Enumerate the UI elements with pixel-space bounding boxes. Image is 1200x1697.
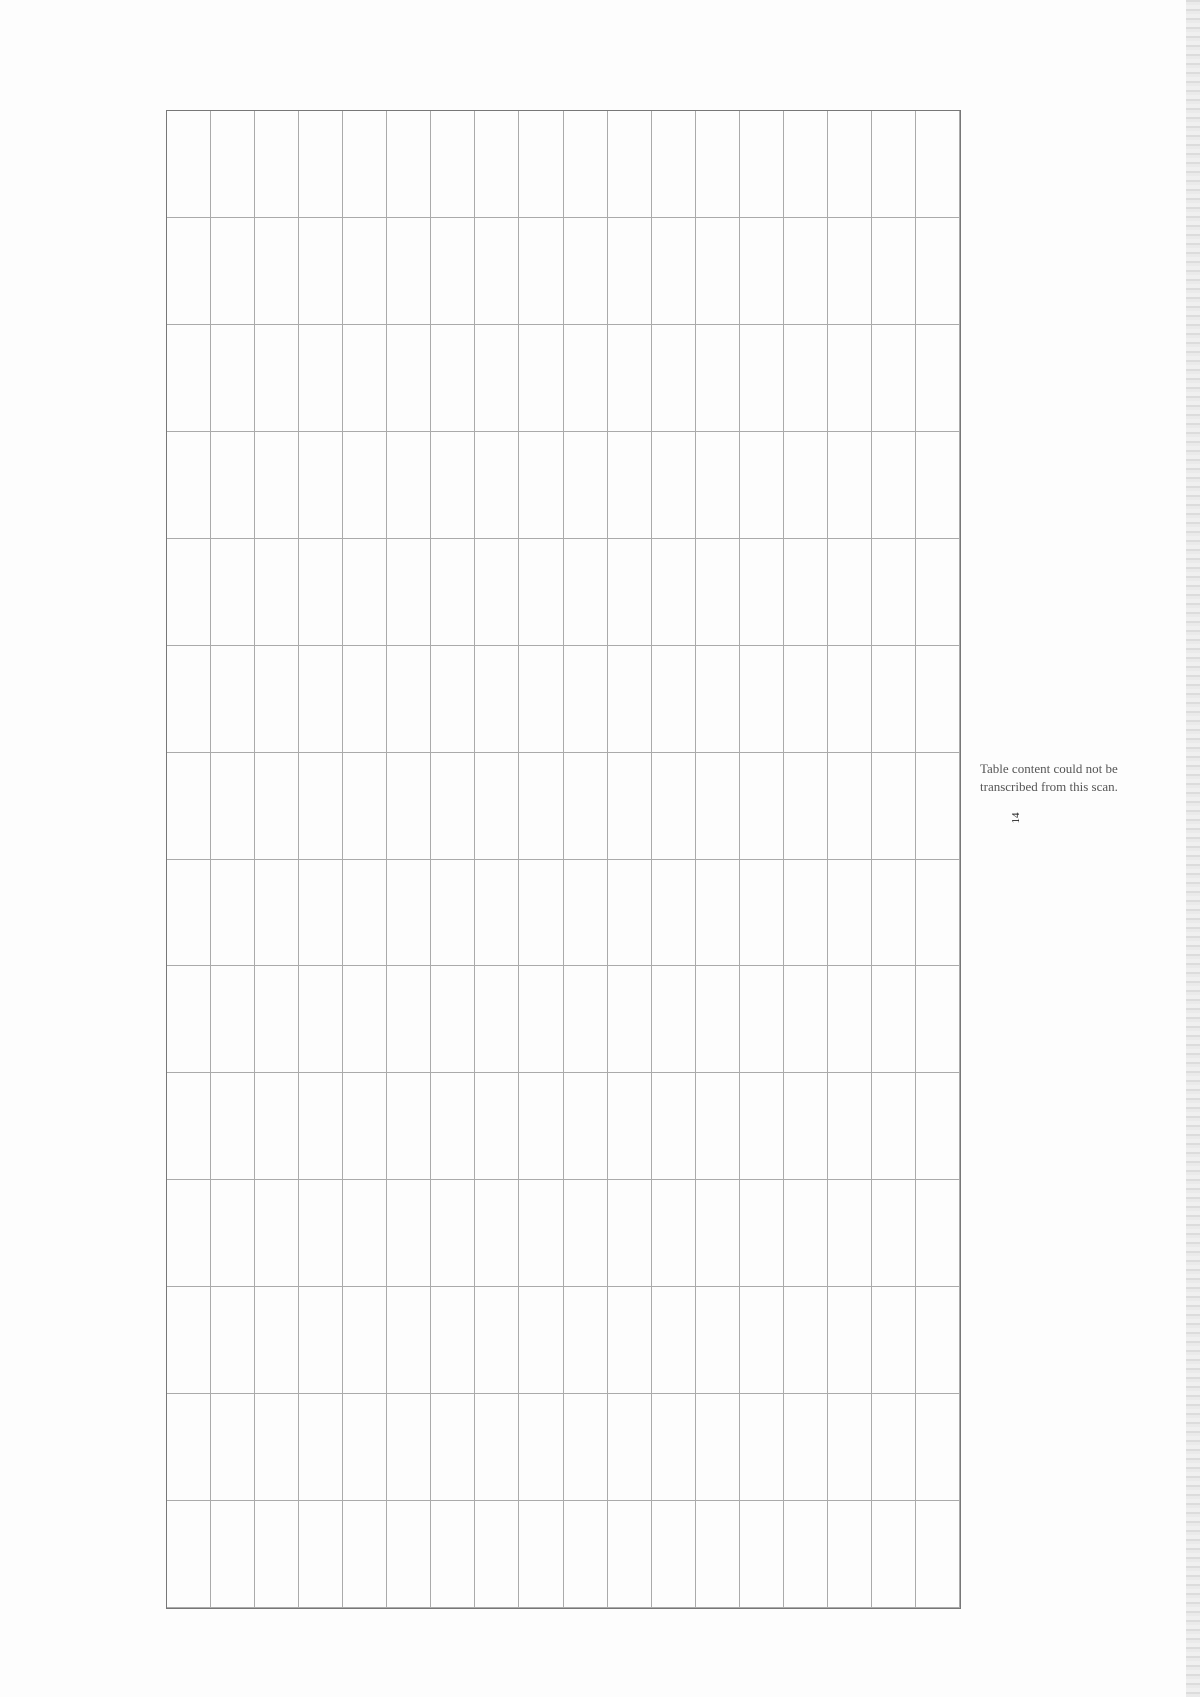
table-cell bbox=[564, 753, 608, 860]
table-cell bbox=[740, 432, 784, 539]
table-cell bbox=[343, 1501, 387, 1608]
table-cell bbox=[519, 966, 563, 1073]
table-cell bbox=[828, 1501, 872, 1608]
table-cell bbox=[255, 325, 299, 432]
table-cell bbox=[608, 1073, 652, 1180]
table-cell bbox=[167, 325, 211, 432]
table-cell bbox=[784, 218, 828, 325]
table-cell bbox=[475, 111, 519, 218]
table-cell bbox=[255, 1073, 299, 1180]
table-cell bbox=[387, 860, 431, 967]
table-cell bbox=[519, 1287, 563, 1394]
table-cell bbox=[652, 1073, 696, 1180]
table-cell bbox=[431, 432, 475, 539]
table-cell bbox=[255, 860, 299, 967]
table-cell bbox=[167, 1073, 211, 1180]
table-cell bbox=[343, 966, 387, 1073]
table-cell bbox=[475, 860, 519, 967]
table-cell bbox=[696, 1287, 740, 1394]
table-cell bbox=[696, 432, 740, 539]
table-cell bbox=[211, 860, 255, 967]
table-cell bbox=[431, 325, 475, 432]
table-cell bbox=[652, 1501, 696, 1608]
table-cell bbox=[740, 325, 784, 432]
table-cell bbox=[696, 1073, 740, 1180]
table-cell bbox=[255, 1501, 299, 1608]
table-cell bbox=[255, 1287, 299, 1394]
table-cell bbox=[828, 325, 872, 432]
table-cell bbox=[564, 1073, 608, 1180]
table-cell bbox=[211, 1180, 255, 1287]
table-cell bbox=[299, 218, 343, 325]
table-cell bbox=[343, 753, 387, 860]
table-cell bbox=[564, 432, 608, 539]
table-cell bbox=[564, 325, 608, 432]
table-cell bbox=[652, 1287, 696, 1394]
table-cell bbox=[608, 539, 652, 646]
table-cell bbox=[916, 325, 960, 432]
table-cell bbox=[431, 539, 475, 646]
table-cell bbox=[299, 111, 343, 218]
table-cell bbox=[872, 1180, 916, 1287]
table-cell bbox=[872, 325, 916, 432]
table-cell bbox=[564, 1180, 608, 1287]
table-cell bbox=[519, 753, 563, 860]
table-cell bbox=[299, 1394, 343, 1501]
table-cell bbox=[696, 646, 740, 753]
table-cell bbox=[828, 966, 872, 1073]
table-cell bbox=[387, 111, 431, 218]
table-cell bbox=[608, 218, 652, 325]
table-cell bbox=[387, 218, 431, 325]
table-cell bbox=[784, 1073, 828, 1180]
table-cell bbox=[740, 1501, 784, 1608]
table-cell bbox=[299, 1180, 343, 1287]
table-cell bbox=[784, 860, 828, 967]
table-cell bbox=[343, 646, 387, 753]
table-cell bbox=[916, 432, 960, 539]
table-cell bbox=[652, 325, 696, 432]
table-cell bbox=[167, 539, 211, 646]
table-cell bbox=[387, 325, 431, 432]
table-cell bbox=[608, 966, 652, 1073]
table-cell bbox=[608, 860, 652, 967]
table-cell bbox=[211, 432, 255, 539]
table-cell bbox=[652, 1394, 696, 1501]
table-cell bbox=[784, 966, 828, 1073]
table-cell bbox=[475, 753, 519, 860]
table-cell bbox=[784, 111, 828, 218]
table-cell bbox=[299, 1287, 343, 1394]
table-cell bbox=[255, 539, 299, 646]
table-cell bbox=[519, 646, 563, 753]
table-cell bbox=[167, 753, 211, 860]
table-cell bbox=[387, 539, 431, 646]
table-cell bbox=[828, 539, 872, 646]
table-cell bbox=[872, 1073, 916, 1180]
table-cell bbox=[211, 325, 255, 432]
table-cell bbox=[564, 1287, 608, 1394]
table-cell bbox=[211, 1501, 255, 1608]
table-cell bbox=[431, 753, 475, 860]
table-cell bbox=[564, 111, 608, 218]
table-cell bbox=[431, 966, 475, 1073]
table-cell bbox=[696, 1501, 740, 1608]
table-cell bbox=[475, 218, 519, 325]
table-cell bbox=[740, 1073, 784, 1180]
table-cell bbox=[564, 860, 608, 967]
table-cell bbox=[564, 218, 608, 325]
table-cell bbox=[608, 1501, 652, 1608]
table-cell bbox=[916, 966, 960, 1073]
table-cell bbox=[431, 1394, 475, 1501]
table-cell bbox=[299, 753, 343, 860]
table-cell bbox=[299, 860, 343, 967]
table-cell bbox=[255, 646, 299, 753]
table-cell bbox=[784, 1501, 828, 1608]
table-cell bbox=[872, 860, 916, 967]
table-cell bbox=[519, 539, 563, 646]
table-cell bbox=[387, 753, 431, 860]
table-cell bbox=[828, 1394, 872, 1501]
table-cell bbox=[828, 1180, 872, 1287]
table-cell bbox=[608, 1394, 652, 1501]
table-cell bbox=[211, 111, 255, 218]
table-cell bbox=[784, 539, 828, 646]
table-cell bbox=[652, 432, 696, 539]
table-cell bbox=[916, 539, 960, 646]
table-cell bbox=[475, 325, 519, 432]
table-cell bbox=[299, 966, 343, 1073]
table-cell bbox=[872, 432, 916, 539]
table-cell bbox=[608, 646, 652, 753]
table-cell bbox=[211, 1073, 255, 1180]
transcription-note: Table content could not be transcribed from this scan. bbox=[980, 761, 1118, 795]
table-cell bbox=[167, 111, 211, 218]
table-cell bbox=[652, 1180, 696, 1287]
table-cell bbox=[343, 1073, 387, 1180]
table-cell bbox=[211, 218, 255, 325]
table-cell bbox=[519, 1394, 563, 1501]
table-cell bbox=[872, 753, 916, 860]
table-cell bbox=[608, 1287, 652, 1394]
table-cell bbox=[608, 1180, 652, 1287]
table-cell bbox=[255, 753, 299, 860]
table-cell bbox=[475, 1501, 519, 1608]
table-cell bbox=[343, 111, 387, 218]
table-cell bbox=[387, 1287, 431, 1394]
table-cell bbox=[916, 218, 960, 325]
table-cell bbox=[696, 1394, 740, 1501]
table-cell bbox=[343, 432, 387, 539]
table-cell bbox=[872, 218, 916, 325]
table-cell bbox=[564, 539, 608, 646]
table-cell bbox=[519, 1073, 563, 1180]
table-cell bbox=[872, 1501, 916, 1608]
table-cell bbox=[608, 111, 652, 218]
table-cell bbox=[475, 966, 519, 1073]
table-cell bbox=[211, 646, 255, 753]
table-cell bbox=[387, 1394, 431, 1501]
table-cell bbox=[255, 966, 299, 1073]
table-cell bbox=[784, 432, 828, 539]
table-cell bbox=[299, 1073, 343, 1180]
table-cell bbox=[784, 646, 828, 753]
table-cell bbox=[343, 1180, 387, 1287]
table-cell bbox=[519, 218, 563, 325]
table-cell bbox=[255, 432, 299, 539]
table-cell bbox=[343, 218, 387, 325]
table-cell bbox=[431, 1287, 475, 1394]
table-cell bbox=[872, 1287, 916, 1394]
table-cell bbox=[519, 325, 563, 432]
table-cell bbox=[431, 1073, 475, 1180]
table-cell bbox=[916, 1501, 960, 1608]
table-cell bbox=[387, 1073, 431, 1180]
table-cell bbox=[167, 646, 211, 753]
table-cell bbox=[784, 1394, 828, 1501]
table-cell bbox=[740, 1394, 784, 1501]
table-cell bbox=[740, 539, 784, 646]
table-cell bbox=[652, 966, 696, 1073]
table-cell bbox=[211, 1394, 255, 1501]
table-cell bbox=[167, 1287, 211, 1394]
table-cell bbox=[211, 539, 255, 646]
table-cell bbox=[564, 966, 608, 1073]
table-cell bbox=[784, 1287, 828, 1394]
table-cell bbox=[167, 1394, 211, 1501]
table-cell bbox=[519, 432, 563, 539]
table-cell bbox=[740, 218, 784, 325]
table-cell bbox=[740, 646, 784, 753]
table-cell bbox=[431, 860, 475, 967]
table-cell bbox=[916, 1073, 960, 1180]
table-cell bbox=[696, 860, 740, 967]
table-cell bbox=[343, 1394, 387, 1501]
table-cell bbox=[343, 539, 387, 646]
table-cell bbox=[696, 539, 740, 646]
table-cell bbox=[652, 646, 696, 753]
table-cell bbox=[828, 111, 872, 218]
table-cell bbox=[387, 646, 431, 753]
table-cell bbox=[784, 753, 828, 860]
table-cell bbox=[740, 860, 784, 967]
table-cell bbox=[828, 218, 872, 325]
table-cell bbox=[916, 111, 960, 218]
table-cell bbox=[475, 1394, 519, 1501]
table-cell bbox=[431, 1501, 475, 1608]
table-cell bbox=[519, 1180, 563, 1287]
table-cell bbox=[299, 325, 343, 432]
table-cell bbox=[431, 1180, 475, 1287]
table-cell bbox=[652, 218, 696, 325]
table-cell bbox=[696, 966, 740, 1073]
table-cell bbox=[740, 1287, 784, 1394]
table-cell bbox=[387, 966, 431, 1073]
table-cell bbox=[784, 325, 828, 432]
table-cell bbox=[564, 1394, 608, 1501]
page-number: 14 bbox=[1010, 812, 1022, 824]
table-cell bbox=[387, 1180, 431, 1287]
table-cell bbox=[255, 218, 299, 325]
table-cell bbox=[828, 646, 872, 753]
table-cell bbox=[828, 753, 872, 860]
table-cell bbox=[475, 1287, 519, 1394]
table-cell bbox=[475, 1073, 519, 1180]
table-cell bbox=[872, 539, 916, 646]
table-cell bbox=[211, 753, 255, 860]
table-cell bbox=[652, 539, 696, 646]
table-cell bbox=[167, 218, 211, 325]
table-cell bbox=[652, 111, 696, 218]
table-cell bbox=[916, 1394, 960, 1501]
table-cell bbox=[255, 1180, 299, 1287]
table-cell bbox=[608, 753, 652, 860]
table-cell bbox=[564, 646, 608, 753]
table-cell bbox=[696, 1180, 740, 1287]
table-cell bbox=[652, 860, 696, 967]
table-cell bbox=[872, 966, 916, 1073]
table-cell bbox=[564, 1501, 608, 1608]
table-cell bbox=[916, 753, 960, 860]
table-cell bbox=[740, 753, 784, 860]
table-cell bbox=[916, 1180, 960, 1287]
table-cell bbox=[475, 432, 519, 539]
table-cell bbox=[431, 111, 475, 218]
table-cell bbox=[343, 325, 387, 432]
scan-edge bbox=[1186, 0, 1200, 1697]
table-cell bbox=[608, 325, 652, 432]
table-cell bbox=[916, 860, 960, 967]
table-cell bbox=[696, 218, 740, 325]
table-cell bbox=[916, 1287, 960, 1394]
table-cell bbox=[828, 860, 872, 967]
table-cell bbox=[343, 1287, 387, 1394]
table-cell bbox=[475, 1180, 519, 1287]
table-cell bbox=[255, 1394, 299, 1501]
placeholder-grid bbox=[167, 111, 960, 1608]
table-cell bbox=[167, 966, 211, 1073]
table-cell bbox=[916, 646, 960, 753]
table-cell bbox=[387, 1501, 431, 1608]
table-cell bbox=[740, 1180, 784, 1287]
table-cell bbox=[387, 432, 431, 539]
table-cell bbox=[167, 860, 211, 967]
table-cell bbox=[696, 111, 740, 218]
table-cell bbox=[872, 646, 916, 753]
table-cell bbox=[475, 646, 519, 753]
table-cell bbox=[784, 1180, 828, 1287]
table-cell bbox=[652, 753, 696, 860]
table-cell bbox=[828, 1287, 872, 1394]
table-cell bbox=[872, 1394, 916, 1501]
table-cell bbox=[167, 1180, 211, 1287]
table-cell bbox=[167, 1501, 211, 1608]
table-cell bbox=[167, 432, 211, 539]
table-cell bbox=[211, 966, 255, 1073]
table-cell bbox=[343, 860, 387, 967]
table-cell bbox=[872, 111, 916, 218]
table-cell bbox=[696, 753, 740, 860]
table-cell bbox=[608, 432, 652, 539]
table-cell bbox=[299, 539, 343, 646]
table-cell bbox=[299, 432, 343, 539]
table-cell bbox=[740, 966, 784, 1073]
table-cell bbox=[255, 111, 299, 218]
table-cell bbox=[828, 1073, 872, 1180]
table-cell bbox=[740, 111, 784, 218]
table-cell bbox=[696, 325, 740, 432]
table-cell bbox=[519, 860, 563, 967]
table-cell bbox=[299, 646, 343, 753]
table-placeholder bbox=[166, 110, 961, 1609]
table-cell bbox=[431, 646, 475, 753]
table-cell bbox=[475, 539, 519, 646]
table-cell bbox=[431, 218, 475, 325]
table-cell bbox=[828, 432, 872, 539]
table-cell bbox=[519, 1501, 563, 1608]
table-cell bbox=[519, 111, 563, 218]
table-cell bbox=[211, 1287, 255, 1394]
table-cell bbox=[299, 1501, 343, 1608]
